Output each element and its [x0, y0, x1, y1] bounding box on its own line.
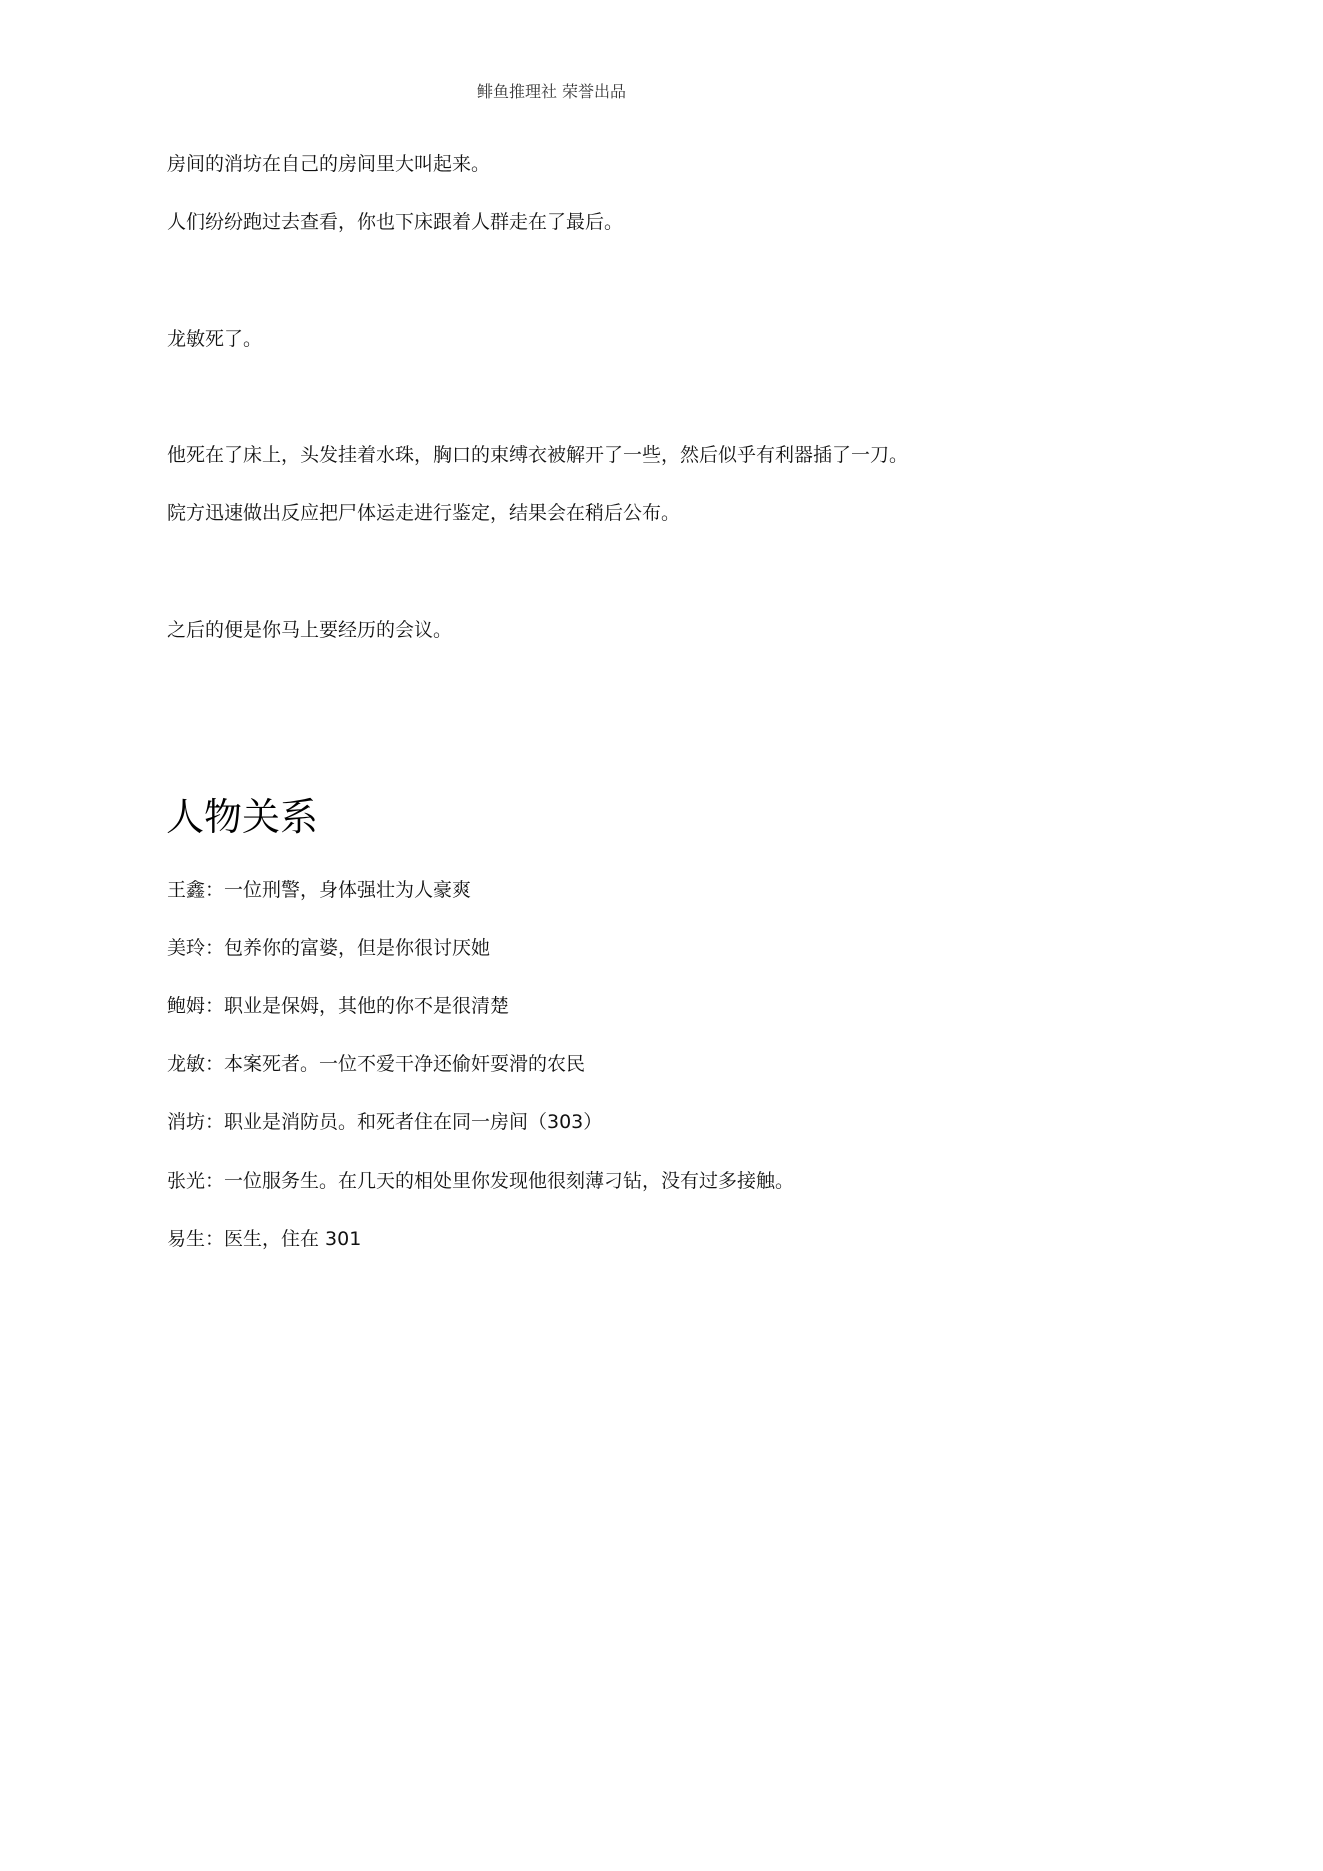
character-entry: 美玲：包养你的富婆，但是你很讨厌她 — [167, 937, 491, 959]
character-entry: 王鑫：一位刑警，身体强壮为人豪爽 — [167, 879, 472, 901]
story-paragraph: 之后的便是你马上要经历的会议。 — [167, 619, 453, 641]
story-paragraph: 龙敏死了。 — [167, 328, 263, 350]
story-paragraph: 人们纷纷跑过去查看，你也下床跟着人群走在了最后。 — [167, 211, 624, 233]
section-title: 人物关系 — [166, 795, 319, 839]
character-entry: 鲍姆：职业是保姆，其他的你不是很清楚 — [167, 995, 510, 1017]
character-entry: 龙敏：本案死者。一位不爱干净还偷奸耍滑的农民 — [167, 1053, 586, 1075]
story-paragraph: 房间的消坊在自己的房间里大叫起来。 — [167, 153, 491, 175]
character-entry: 张光：一位服务生。在几天的相处里你发现他很刻薄刁钻，没有过多接触。 — [167, 1170, 795, 1192]
page-header: 鲱鱼推理社 荣誉出品 — [476, 82, 627, 101]
story-paragraph: 他死在了床上，头发挂着水珠，胸口的束缚衣被解开了一些，然后似乎有利器插了一刀。 — [167, 444, 909, 466]
story-paragraph: 院方迅速做出反应把尸体运走进行鉴定，结果会在稍后公布。 — [167, 502, 681, 524]
character-entry: 易生：医生，住在 301 — [167, 1228, 362, 1250]
character-entry: 消坊：职业是消防员。和死者住在同一房间（303） — [167, 1111, 603, 1133]
